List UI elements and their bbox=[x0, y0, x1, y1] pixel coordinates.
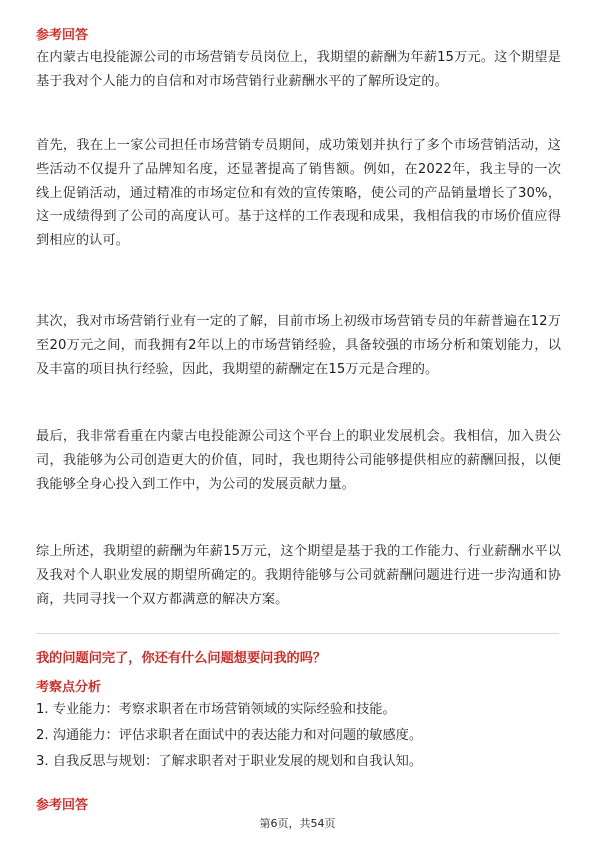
section-divider bbox=[36, 633, 559, 634]
analysis-item: 2. 沟通能力：评估求职者在面试中的表达能力和对问题的敏感度。 bbox=[36, 728, 423, 743]
analysis-heading: 考察点分析 bbox=[36, 680, 102, 695]
answer-paragraph-3: 其次，我对市场营销行业有一定的了解，目前市场上初级市场营销专员的年薪普遍在12万至20万元之间，而我拥有2年以上的市场营销经验，具备较强的市场分析和策划能力，以及丰富的项目执行经验，因此，我期望的薪酬定在15万元是合理的。 bbox=[36, 314, 561, 377]
analysis-item: 1. 专业能力：考察求职者在市场营销领域的实际经验和技能。 bbox=[36, 702, 396, 717]
reference-answer-heading: 参考回答 bbox=[36, 28, 89, 43]
reference-answer-heading-2: 参考回答 bbox=[36, 798, 89, 813]
answer-paragraph-4: 最后，我非常看重在内蒙古电投能源公司这个平台上的职业发展机会。我相信，加入贵公司，我能够为公司创造更大的价值，同时，我也期待公司能够提供相应的薪酬回报，以便我能够全身心投入到工作中，为公司的发展贡献力量。 bbox=[36, 429, 561, 492]
page-number: 第6页，共54页 bbox=[259, 817, 336, 830]
analysis-item: 3. 自我反思与规划：了解求职者对于职业发展的规划和自我认知。 bbox=[36, 754, 423, 769]
analysis-list bbox=[36, 697, 561, 775]
answer-paragraph-2: 首先，我在上一家公司担任市场营销专员期间，成功策划并执行了多个市场营销活动，这些活动不仅提升了品牌知名度，还显著提高了销售额。例如，在2022年，我主导的一次线上促销活动，通过精准的市场定位和有效的宣传策略，使公司的产品销量增长了30%，这一成绩得到了公司的高度认可。基于这样的工作表现和成果，我相信我的市场价值应得到相应的认可。 bbox=[36, 138, 561, 249]
interview-question: 我的问题问完了，你还有什么问题想要问我的吗？ bbox=[36, 651, 327, 666]
answer-paragraph-5: 综上所述，我期望的薪酬为年薪15万元，这个期望是基于我的工作能力、行业薪酬水平以及我对个人职业发展的期望所确定的。我期待能够与公司就薪酬问题进行进一步沟通和协商，共同寻找一个双方都满意的解决方案。 bbox=[36, 544, 561, 607]
answer-paragraph-1: 在内蒙古电投能源公司的市场营销专员岗位上，我期望的薪酬为年薪15万元。这个期望是基于我对个人能力的自信和对市场营销行业薪酬水平的了解所设定的。 bbox=[36, 50, 561, 89]
